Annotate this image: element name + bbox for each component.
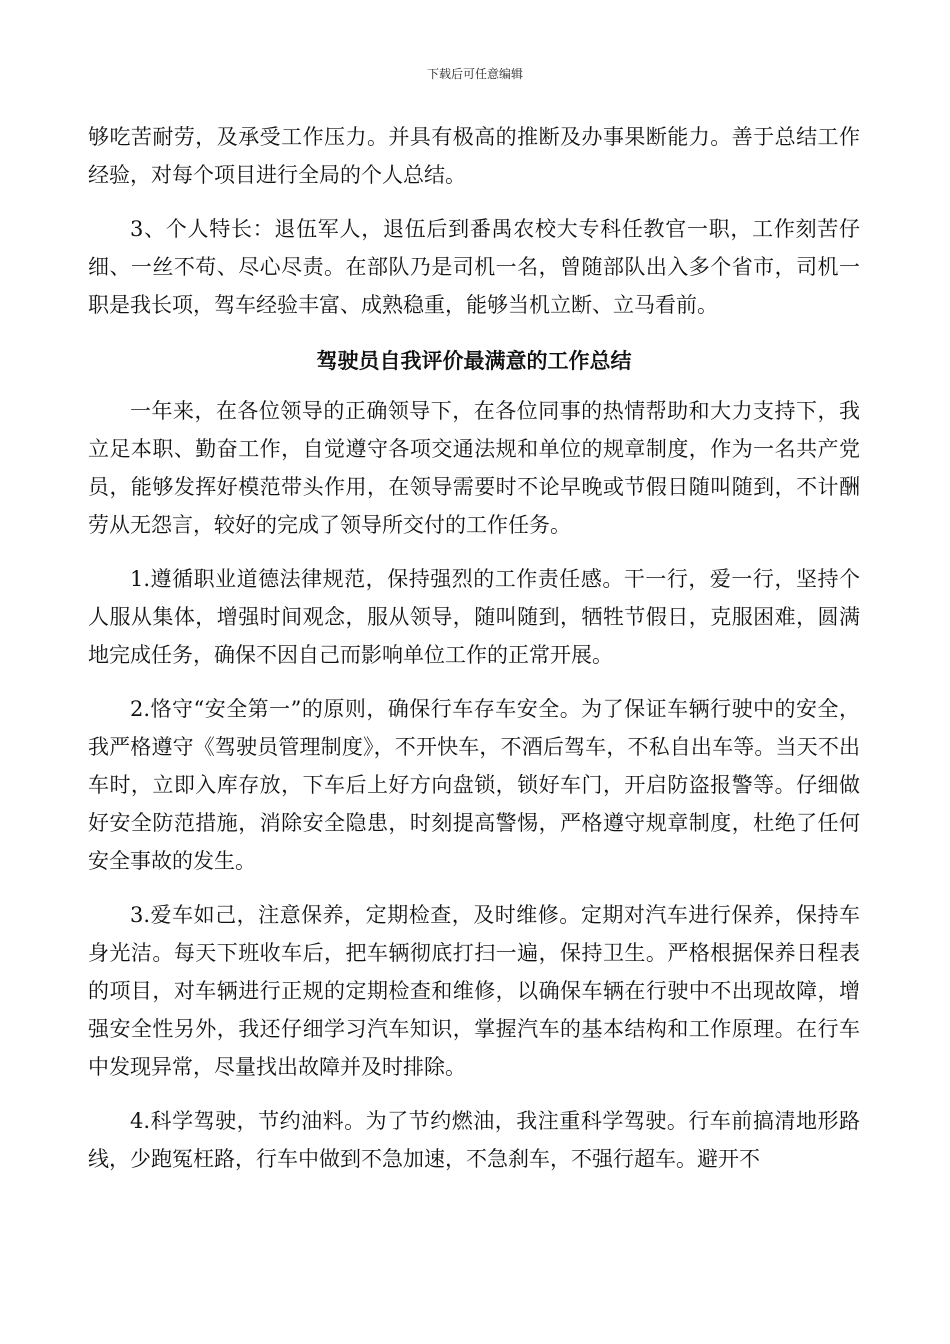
document-body	[88, 118, 860, 1178]
paragraph-point-2: 2.恪守“安全第一”的原则，确保行车存车安全。为了保证车辆行驶中的安全，我严格遵守《驾驶员管理制度》，不开快车，不酒后驾车，不私自出车等。当天不出车时，立即入库存放，下车后上好方向盘锁，锁好车门，开启防盗报警等。仔细做好安全防范措施，消除安全隐患，时刻提高警惕，严格遵守规章制度，杜绝了任何安全事故的发生。	[88, 697, 860, 873]
paragraph-point-3: 3.爱车如己，注意保养，定期检查，及时维修。定期对汽车进行保养，保持车身光洁。每天下班收车后，把车辆彻底打扫一遍，保持卫生。严格根据保养日程表的项目，对车辆进行正规的定期检查和维修，以确保车辆在行驶中不出现故障，增强安全性另外，我还仔细学习汽车知识，掌握汽车的基本结构和工作原理。在行车中发现异常，尽量找出故障并及时排除。	[88, 903, 860, 1079]
paragraph-point-1: 1.遵循职业道德法律规范，保持强烈的工作责任感。干一行，爱一行，坚持个人服从集体，增强时间观念，服从领导，随叫随到，牺牲节假日，克服困难，圆满地完成任务，确保不因自己而影响单位工作的正常开展。	[88, 567, 860, 667]
paragraph-personal-strengths: 3、个人特长：退伍军人，退伍后到番禺农校大专科任教官一职，工作刻苦仔细、一丝不苟、尽心尽责。在部队乃是司机一名，曾随部队出入多个省市，司机一职是我长项，驾车经验丰富、成熟稳重，能够当机立断、立马看前。	[88, 217, 860, 317]
paragraph-continued: 够吃苦耐劳，及承受工作压力。并具有极高的推断及办事果断能力。善于总结工作经验，对每个项目进行全局的个人总结。	[88, 125, 860, 187]
paragraph-intro: 一年来，在各位领导的正确领导下，在各位同事的热情帮助和大力支持下，我立足本职、勤奋工作，自觉遵守各项交通法规和单位的规章制度，作为一名共产党员，能够发挥好模范带头作用，在领导需要时不论早晚或节假日随叫随到，不计酬劳从无怨言，较好的完成了领导所交付的工作任务。	[88, 399, 860, 537]
page-header: 下载后可任意编辑	[426, 67, 523, 81]
paragraph-point-4: 4.科学驾驶，节约油料。为了节约燃油，我注重科学驾驶。行车前搞清地形路线，少跑冤枉路，行车中做到不急加速，不急刹车，不强行超车。避开不	[88, 1109, 860, 1171]
section-title: 驾驶员自我评价最满意的工作总结	[316, 348, 632, 373]
